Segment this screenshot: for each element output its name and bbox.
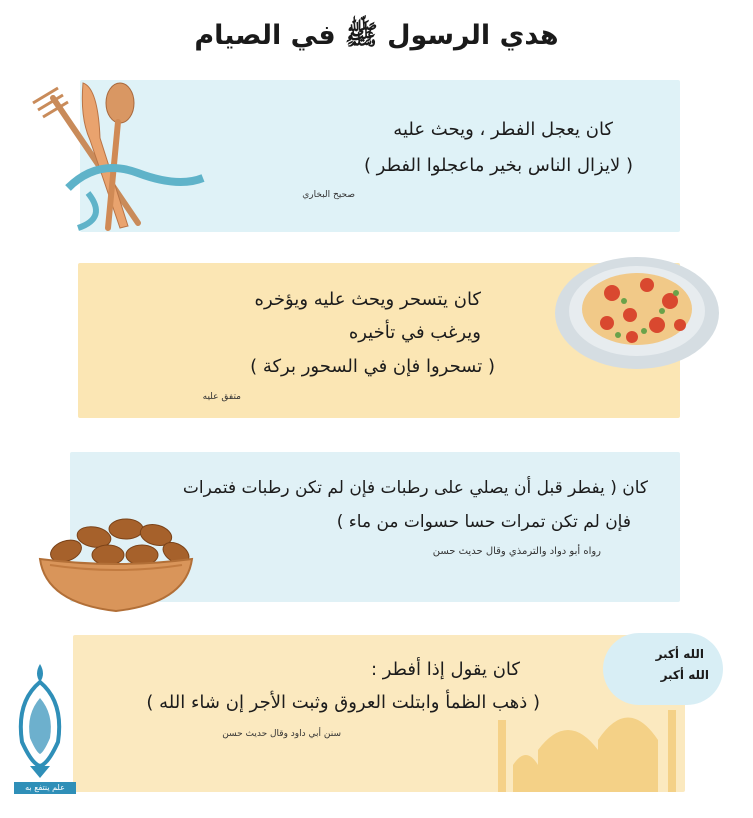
card-4-line-1: كان يقول إذا أفطر : (370, 659, 520, 680)
lantern-logo-icon (12, 662, 68, 780)
card-4-source: سنن أبي داود وقال حديث حسن (222, 729, 341, 739)
cutlery-icon (28, 78, 208, 238)
card-2-source: متفق عليه (202, 392, 241, 402)
card-1-line-1: كان يعجل الفطر ، ويحث عليه (393, 119, 613, 140)
card-1-line-2: ( لايزال الناس بخير ماعجلوا الفطر ) (363, 155, 633, 176)
mosque-silhouette-icon (488, 690, 688, 792)
takbir-line-1: الله أكبر (655, 647, 704, 661)
card-2-line-3: ( تسحروا فإن في السحور بركة ) (250, 356, 495, 377)
page-title: هدي الرسول ﷺ في الصيام (194, 20, 559, 51)
dates-bowl-icon (36, 503, 196, 615)
card-2-line-1: كان يتسحر ويحث عليه ويؤخره (254, 289, 481, 310)
card-3-line-2: فإن لم تكن تمرات حسا حسوات من ماء ) (336, 512, 631, 532)
card-3-line-1: كان ( يفطر قبل أن يصلي على رطبات فإن لم تكن رطبات فتمرات (182, 478, 648, 498)
card-2-line-2: ويرغب في تأخيره (348, 322, 481, 343)
logo-caption: علم ينتفع به (14, 782, 76, 794)
pasta-plate-icon (552, 253, 722, 373)
takbir-line-2: الله أكبر (660, 668, 709, 682)
card-3-source: رواه أبو دواد والترمذي وقال حديث حسن (432, 546, 601, 557)
card-4-line-2: ( ذهب الظمأ وابتلت العروق وثبت الأجر إن شاء الله ) (146, 692, 540, 713)
card-1-source: صحيح البخاري (302, 190, 355, 200)
